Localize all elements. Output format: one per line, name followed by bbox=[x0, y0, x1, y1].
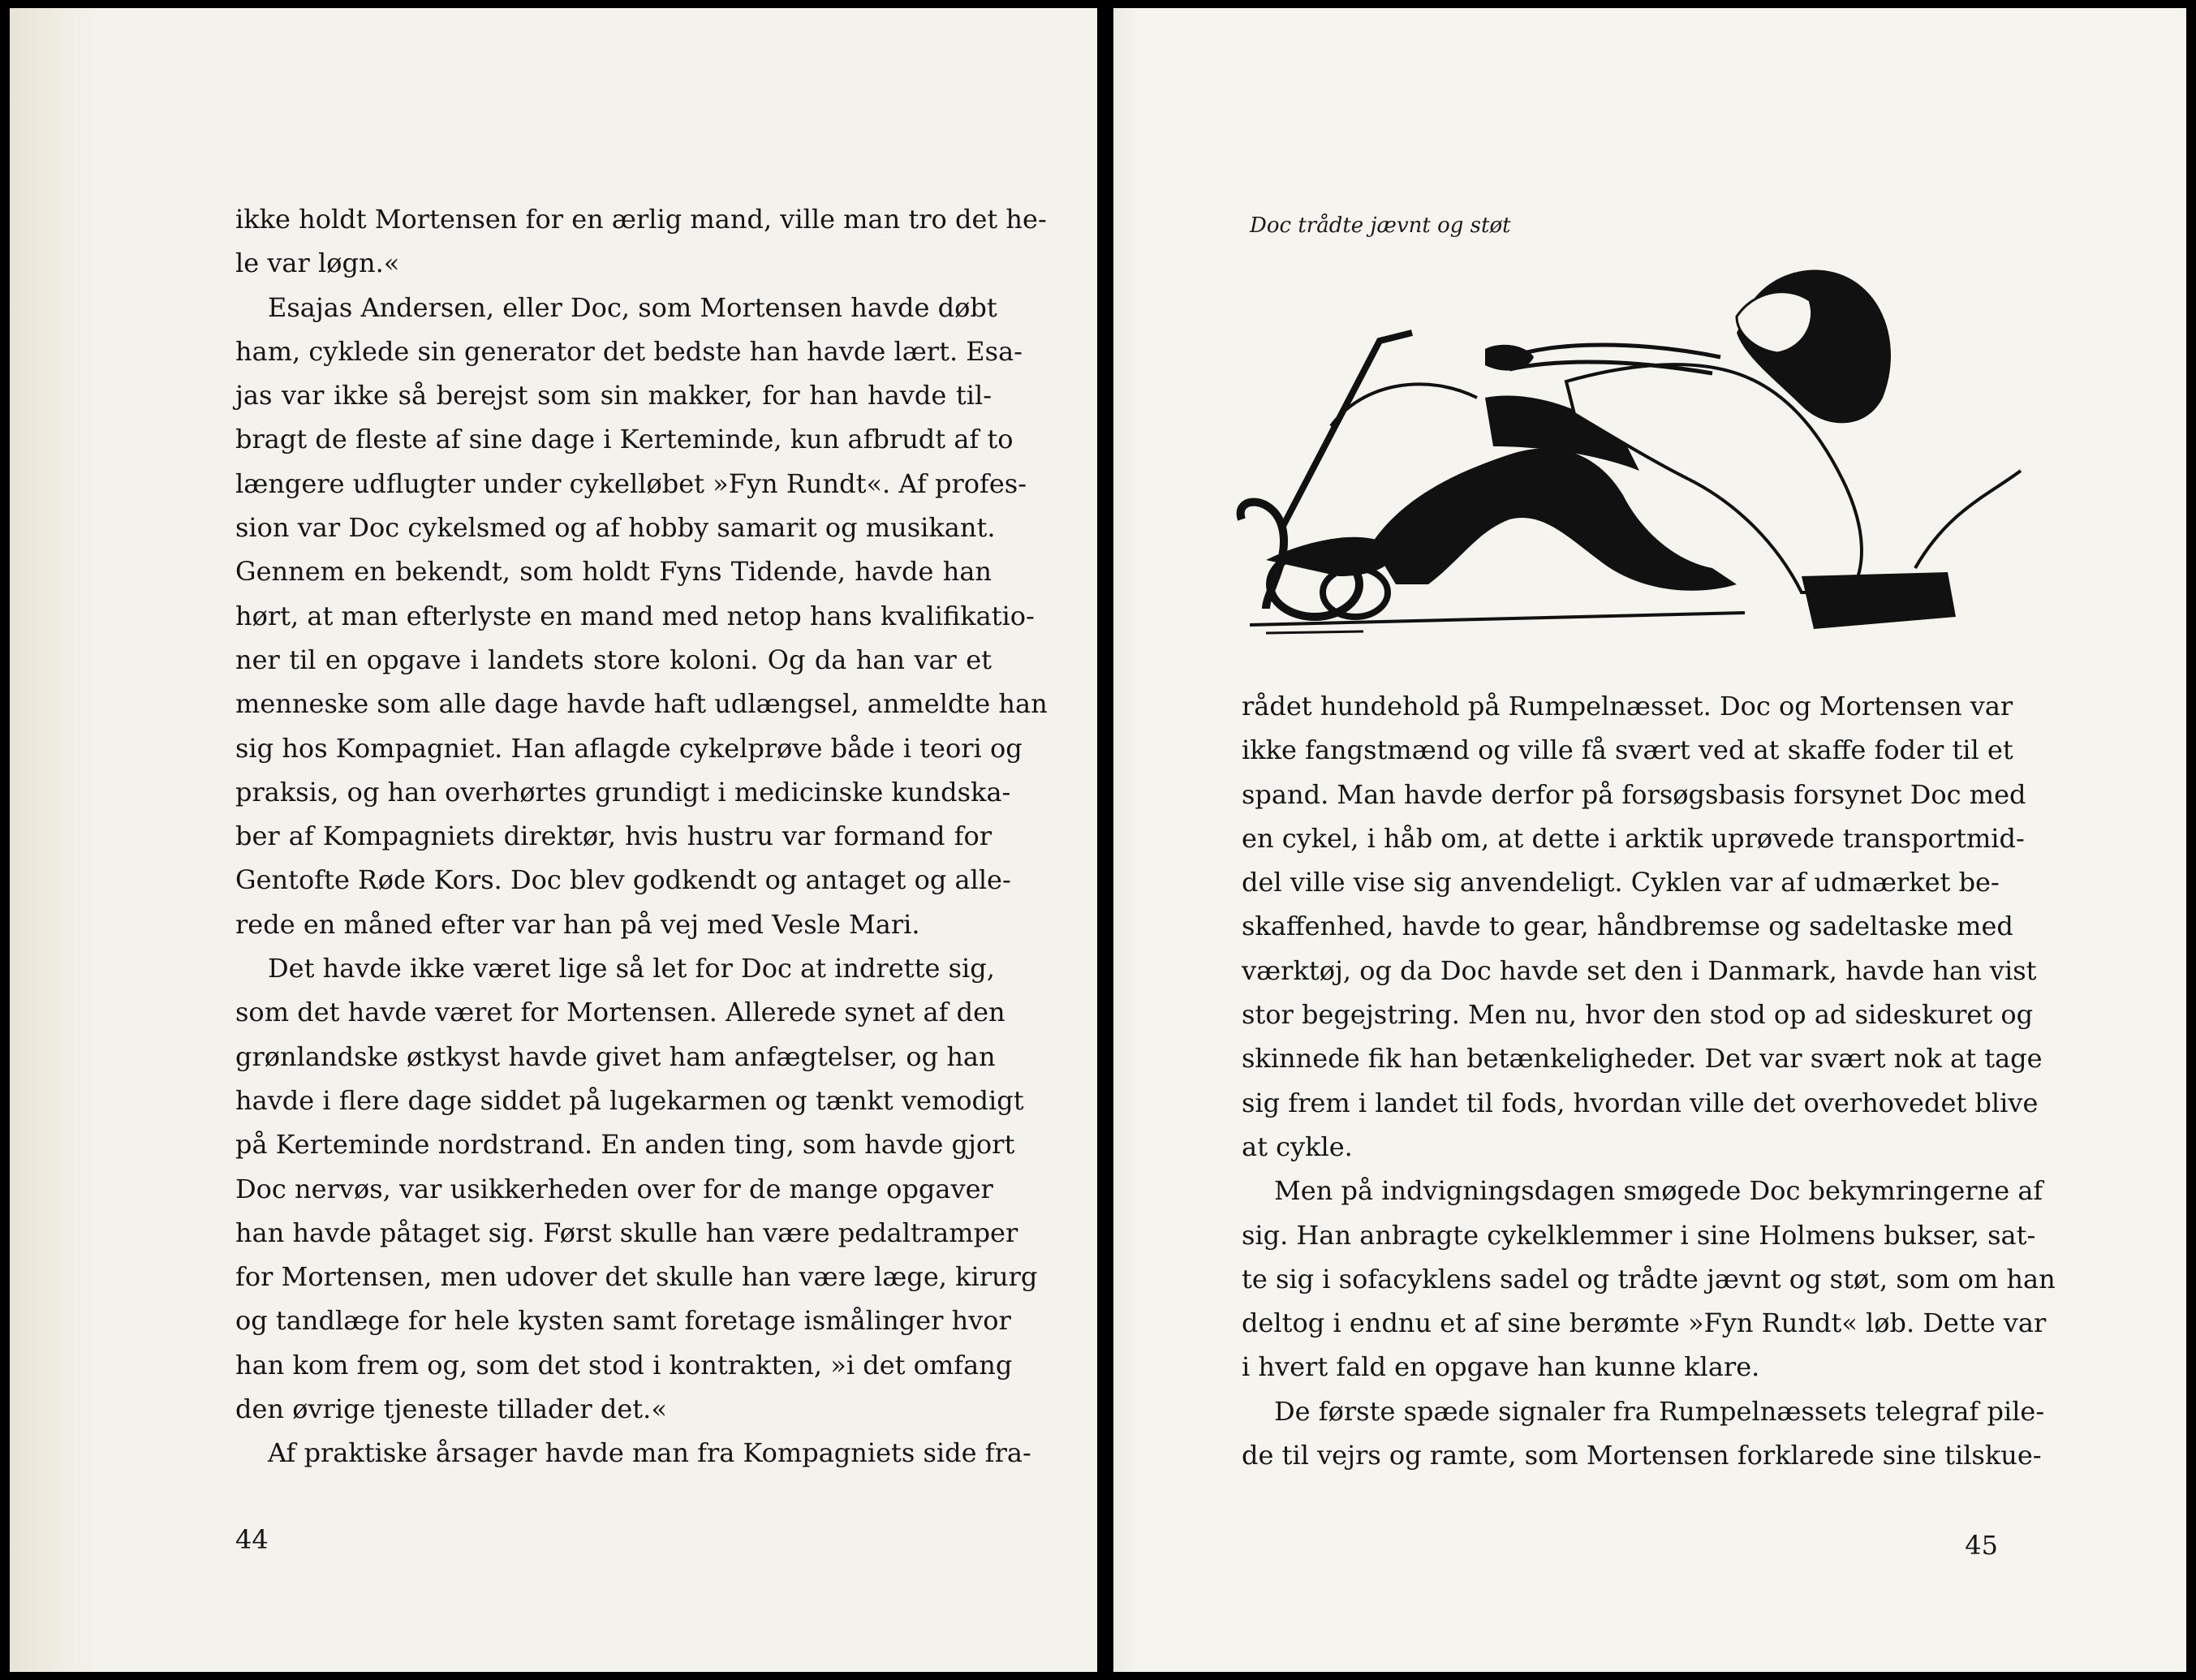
text-line: han havde påtaget sig. Først skulle han være pedaltramper bbox=[235, 1217, 1018, 1248]
text-line: menneske som alle dage havde haft udlængsel, anmeldte han bbox=[235, 688, 1048, 720]
page-number: 45 bbox=[1965, 1530, 1998, 1561]
text-line: for Mortensen, men udover det skulle han være læge, kirurg bbox=[235, 1261, 1038, 1293]
text-line: ikke fangstmænd og ville få svært ved at skaffe foder til et bbox=[1242, 734, 2013, 766]
text-line: grønlandske østkyst havde givet ham anfægtelser, og han bbox=[235, 1040, 996, 1072]
text-line: stor begejstring. Men nu, hvor den stod op ad sideskuret og bbox=[1242, 999, 2034, 1031]
right-page-text bbox=[1242, 684, 2056, 1477]
text-line: rådet hundehold på Rumpelnæsset. Doc og Mortensen var bbox=[1242, 691, 2013, 722]
text-line: praksis, og han overhørtes grundigt i medicinske kundska- bbox=[235, 776, 1011, 808]
text-line: havde i flere dage siddet på lugekarmen og tænkt vemodigt bbox=[235, 1084, 1024, 1116]
text-line: Men på indvigningsdagen smøgede Doc bekymringerne af bbox=[1274, 1175, 2043, 1207]
page-number: 44 bbox=[235, 1524, 269, 1555]
text-line: ikke holdt Mortensen for en ærlig mand, ville man tro det he- bbox=[235, 204, 1047, 235]
text-line: sig hos Kompagniet. Han aflagde cykelprøve både i teori og bbox=[235, 732, 1023, 764]
text-line: at cykle. bbox=[1242, 1131, 1353, 1162]
text-line: sion var Doc cykelsmed og af hobby samarit og musikant. bbox=[235, 512, 996, 544]
text-line: deltog i endnu et af sine berømte »Fyn Rundt« løb. Dette var bbox=[1242, 1307, 2047, 1339]
text-line: i hvert fald en opgave han kunne klare. bbox=[1242, 1351, 1760, 1383]
text-line: del ville vise sig anvendeligt. Cyklen var af udmærket be- bbox=[1242, 867, 2000, 898]
text-line: Esajas Andersen, eller Doc, som Mortensen havde døbt bbox=[268, 291, 997, 323]
text-line: Af praktiske årsager havde man fra Kompagniets side fra- bbox=[268, 1437, 1031, 1469]
right-page bbox=[1113, 8, 2186, 1672]
text-line: De første spæde signaler fra Rumpelnæssets telegraf pile- bbox=[1274, 1395, 2045, 1427]
left-page-text bbox=[235, 197, 1048, 1475]
text-line: den øvrige tjeneste tillader det.« bbox=[235, 1394, 667, 1425]
text-line: og tandlæge for hele kysten samt foretage ismålinger hvor bbox=[235, 1305, 1011, 1337]
text-line: værktøj, og da Doc havde set den i Danmark, havde han vist bbox=[1242, 954, 2037, 986]
text-line: han kom frem og, som det stod i kontrakten, »i det omfang bbox=[235, 1349, 1013, 1381]
text-line: bragt de fleste af sine dage i Kerteminde, kun afbrudt af to bbox=[235, 424, 1014, 455]
text-line: te sig i sofacyklens sadel og trådte jævnt og støt, som om han bbox=[1242, 1263, 2056, 1294]
text-line: rede en måned efter var han på vej med Vesle Mari. bbox=[235, 908, 920, 940]
text-line: sig frem i landet til fods, hvordan ville det overhovedet blive bbox=[1242, 1087, 2039, 1118]
text-line: spand. Man havde derfor på forsøgsbasis forsynet Doc med bbox=[1242, 778, 2026, 810]
man-pedaling-illustration bbox=[1217, 252, 2029, 641]
text-line: på Kerteminde nordstrand. En anden ting, som havde gjort bbox=[235, 1129, 1015, 1161]
left-page bbox=[10, 8, 1097, 1672]
illustration-caption: Doc trådte jævnt og støt bbox=[1250, 213, 1511, 238]
text-line: sig. Han anbragte cykelklemmer i sine Holmens bukser, sat- bbox=[1242, 1219, 2036, 1251]
text-line: Gentofte Røde Kors. Doc blev godkendt og antaget og alle- bbox=[235, 864, 1011, 896]
text-line: Det havde ikke været lige så let for Doc at indrette sig, bbox=[268, 953, 995, 984]
text-line: hørt, at man efterlyste en mand med netop hans kvalifikatio- bbox=[235, 600, 1035, 631]
text-line: de til vejrs og ramte, som Mortensen forklarede sine tilskue- bbox=[1242, 1440, 2042, 1471]
text-line: ber af Kompagniets direktør, hvis hustru var formand for bbox=[235, 821, 992, 852]
text-line: Gennem en bekendt, som holdt Fyns Tidende, havde han bbox=[235, 556, 992, 588]
text-line: Doc nervøs, var usikkerheden over for de mange opgaver bbox=[235, 1173, 993, 1204]
text-line: som det havde været for Mortensen. Allerede synet af den bbox=[235, 997, 1005, 1028]
text-line: skinnede fik han betænkeligheder. Det var svært nok at tage bbox=[1242, 1043, 2043, 1075]
text-line: ner til en opgave i landets store koloni. Og da han var et bbox=[235, 644, 992, 675]
text-line: jas var ikke så berejst som sin makker, for han havde til- bbox=[235, 380, 992, 411]
text-line: skaffenhed, havde to gear, håndbremse og sadeltaske med bbox=[1242, 911, 2013, 942]
text-line: en cykel, i håb om, at dette i arktik uprøvede transportmid- bbox=[1242, 822, 2025, 854]
text-line: længere udflugter under cykelløbet »Fyn Rundt«. Af profes- bbox=[235, 467, 1027, 499]
text-line: le var løgn.« bbox=[235, 248, 400, 279]
text-line: ham, cyklede sin generator det bedste han havde lært. Esa- bbox=[235, 335, 1023, 367]
